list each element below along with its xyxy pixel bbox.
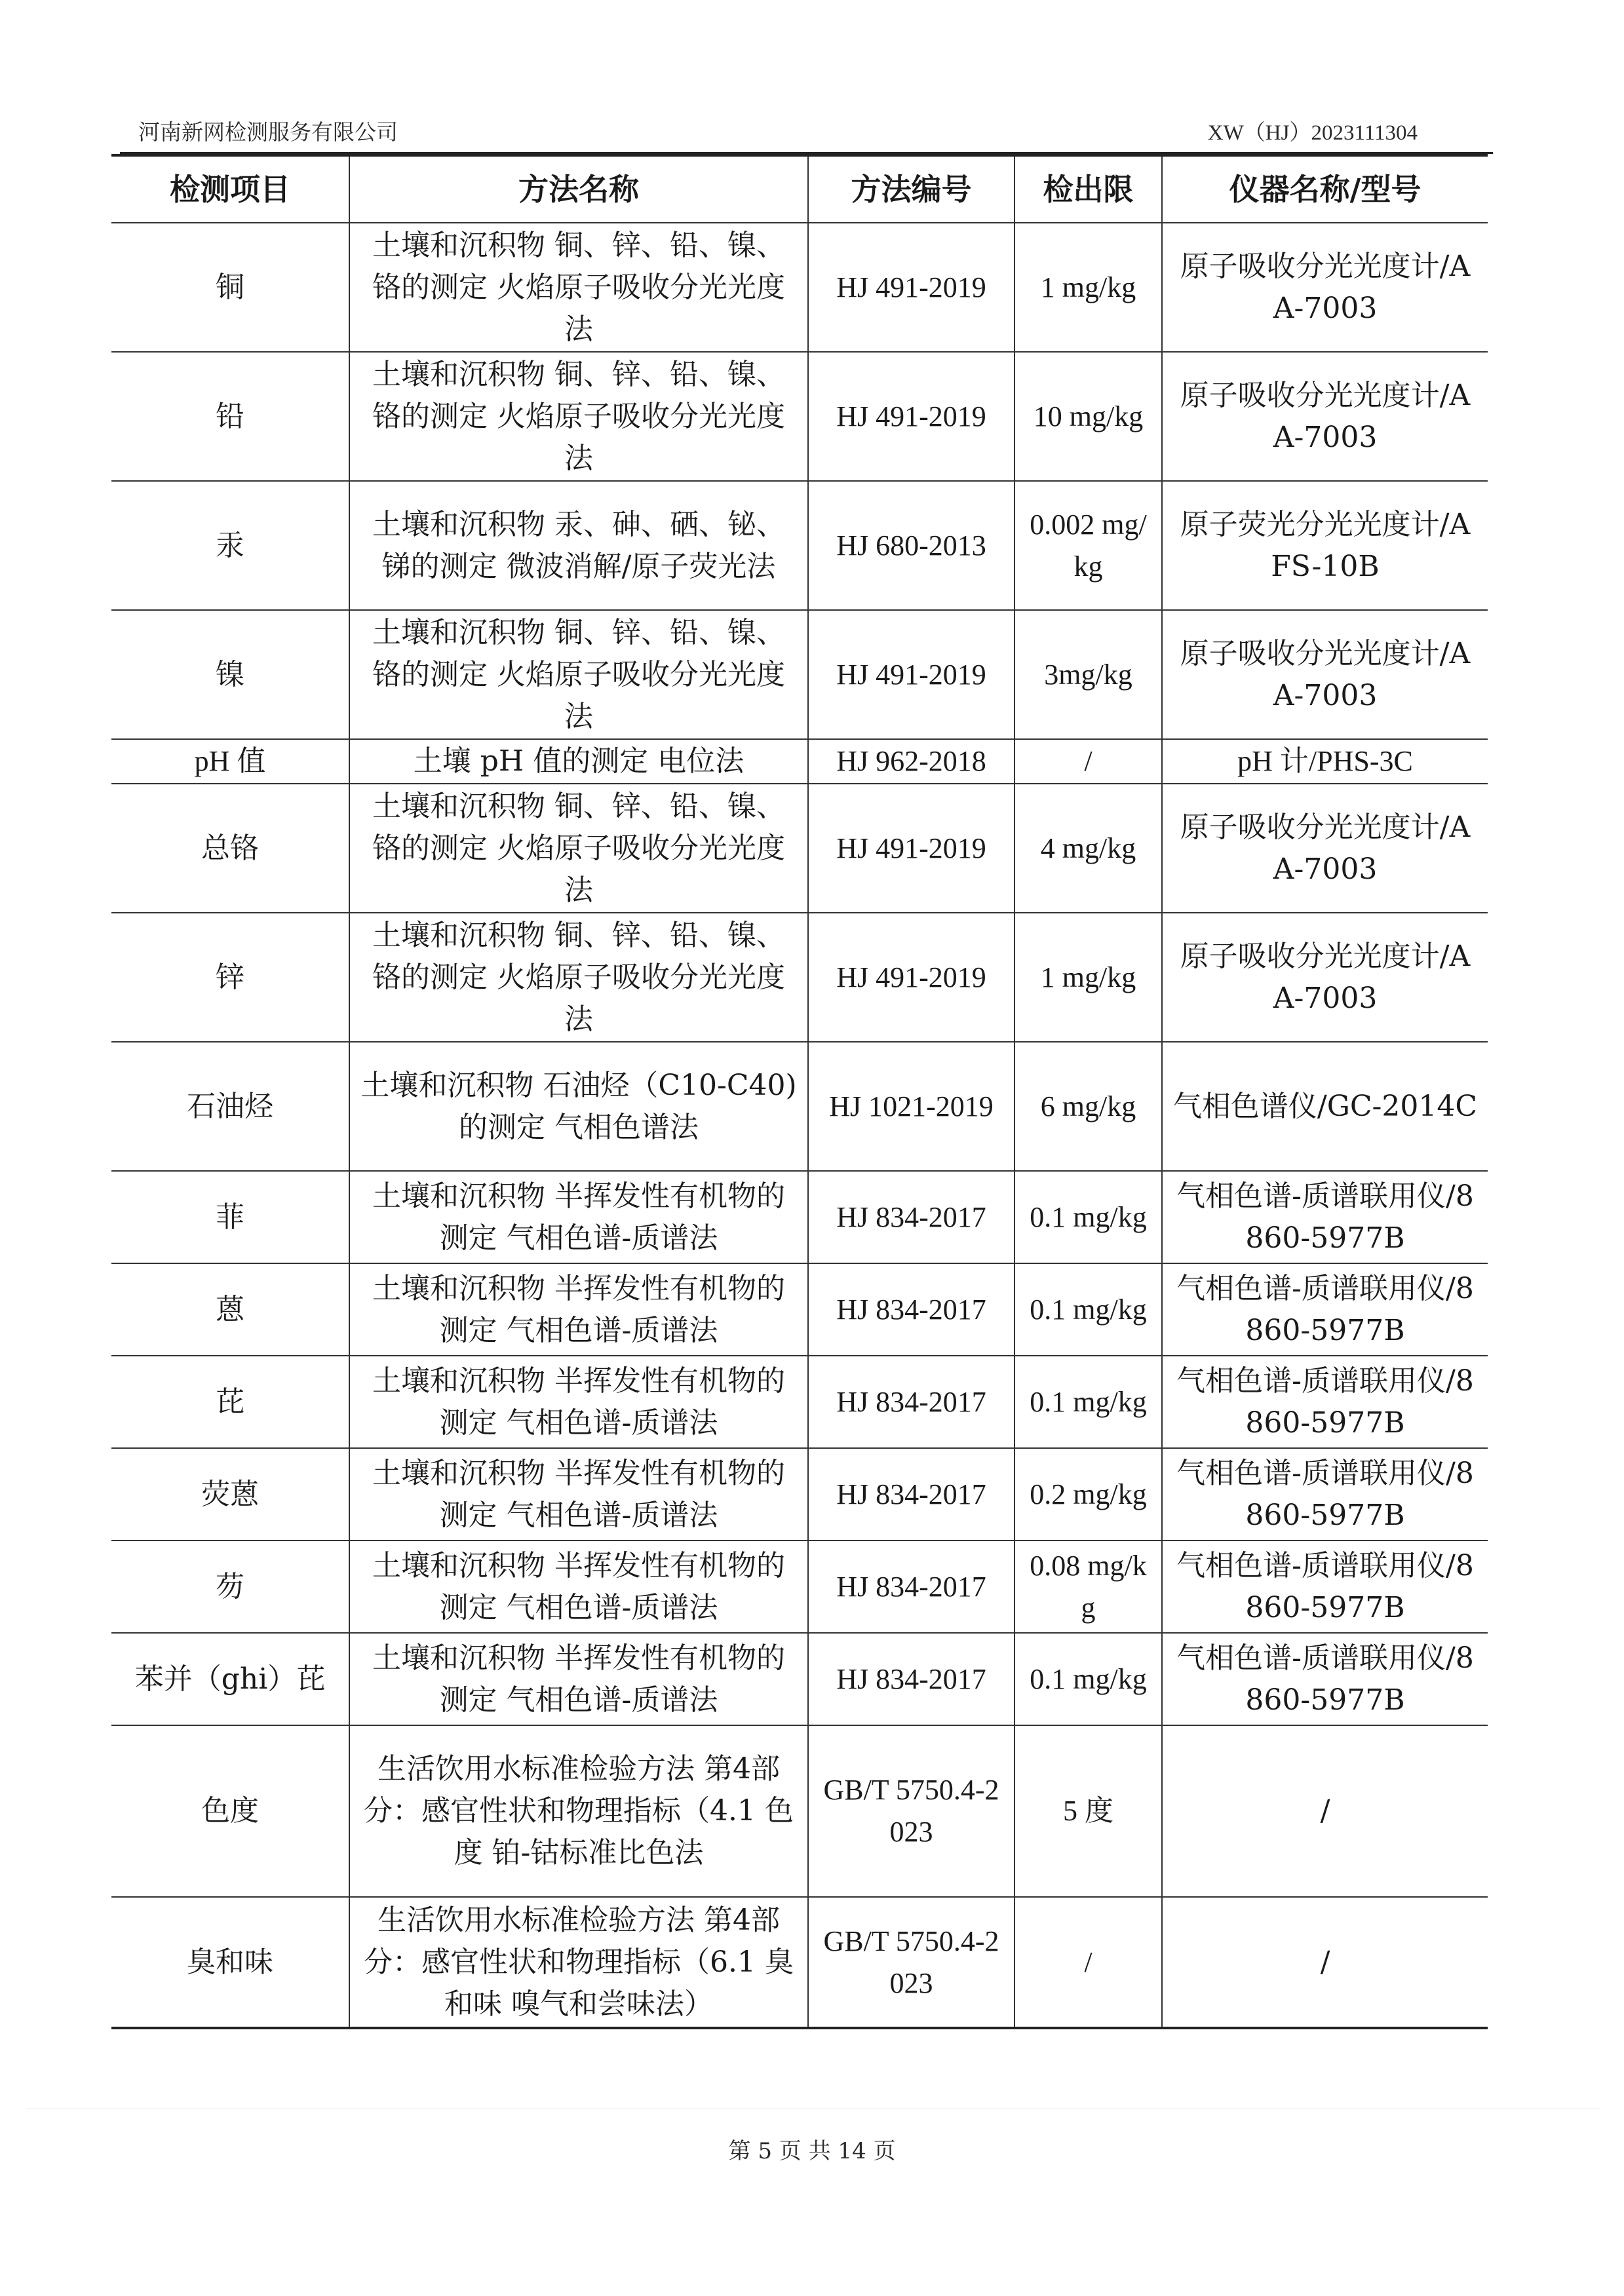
instrument-cell: 原子吸收分光光度计/AA-7003	[1162, 610, 1488, 739]
code-cell: HJ 834-2017	[808, 1171, 1015, 1263]
method-cell: 生活饮用水标准检验方法 第4部分：感官性状和物理指标（4.1 色度 铂-钴标准比色法	[349, 1725, 808, 1897]
item-cell: 色度	[111, 1725, 349, 1897]
table-row	[111, 1448, 1488, 1540]
code-cell: HJ 834-2017	[808, 1356, 1015, 1448]
code-cell: HJ 834-2017	[808, 1263, 1015, 1356]
table-row	[111, 1540, 1488, 1633]
limit-cell: /	[1015, 1897, 1162, 2028]
instrument-cell: 原子吸收分光光度计/AA-7003	[1162, 223, 1488, 352]
instrument-cell: 气相色谱-质谱联用仪/8860-5977B	[1162, 1263, 1488, 1356]
table-row	[111, 352, 1488, 481]
instrument-cell: 原子吸收分光光度计/AA-7003	[1162, 784, 1488, 913]
limit-cell: 0.1 mg/kg	[1015, 1171, 1162, 1263]
instrument-cell: 气相色谱-质谱联用仪/8860-5977B	[1162, 1633, 1488, 1725]
item-cell: 总铬	[111, 784, 349, 913]
limit-cell: 10 mg/kg	[1015, 352, 1162, 481]
item-cell: 臭和味	[111, 1897, 349, 2028]
limit-cell: 0.002 mg/kg	[1015, 481, 1162, 610]
item-cell: 芴	[111, 1540, 349, 1633]
col-header-instrument: 仪器名称/型号	[1162, 155, 1488, 223]
instrument-cell: 原子荧光分光光度计/AFS-10B	[1162, 481, 1488, 610]
limit-cell: 0.08 mg/kg	[1015, 1540, 1162, 1633]
table-row	[111, 223, 1488, 352]
limit-cell: 3mg/kg	[1015, 610, 1162, 739]
col-header-limit: 检出限	[1015, 155, 1162, 223]
col-header-code: 方法编号	[808, 155, 1015, 223]
instrument-cell: 气相色谱-质谱联用仪/8860-5977B	[1162, 1356, 1488, 1448]
instrument-cell: 气相色谱仪/GC-2014C	[1162, 1042, 1488, 1171]
code-cell: GB/T 5750.4-2023	[808, 1897, 1015, 2028]
limit-cell: 0.1 mg/kg	[1015, 1356, 1162, 1448]
item-cell: 荧蒽	[111, 1448, 349, 1540]
code-cell: HJ 834-2017	[808, 1633, 1015, 1725]
limit-cell: 1 mg/kg	[1015, 223, 1162, 352]
method-cell: 土壤和沉积物 石油烃（C10-C40)的测定 气相色谱法	[349, 1042, 808, 1171]
col-header-method: 方法名称	[349, 155, 808, 223]
code-cell: GB/T 5750.4-2023	[808, 1725, 1015, 1897]
table-row	[111, 1356, 1488, 1448]
limit-cell: 4 mg/kg	[1015, 784, 1162, 913]
instrument-cell: 气相色谱-质谱联用仪/8860-5977B	[1162, 1448, 1488, 1540]
code-cell: HJ 962-2018	[808, 739, 1015, 784]
item-cell: 汞	[111, 481, 349, 610]
report-number: XW（HJ）2023111304	[1207, 121, 1418, 145]
table-header-row	[111, 155, 1488, 223]
item-cell: 铜	[111, 223, 349, 352]
code-cell: HJ 834-2017	[808, 1448, 1015, 1540]
method-cell: 土壤和沉积物 铜、锌、铅、镍、铬的测定 火焰原子吸收分光光度法	[349, 352, 808, 481]
table-row	[111, 784, 1488, 913]
table-row	[111, 1725, 1488, 1897]
instrument-cell: 气相色谱-质谱联用仪/8860-5977B	[1162, 1171, 1488, 1263]
instrument-cell: 原子吸收分光光度计/AA-7003	[1162, 913, 1488, 1042]
instrument-cell: /	[1162, 1725, 1488, 1897]
item-cell: 锌	[111, 913, 349, 1042]
method-cell: 土壤和沉积物 半挥发性有机物的测定 气相色谱-质谱法	[349, 1171, 808, 1263]
method-cell: 土壤 pH 值的测定 电位法	[349, 739, 808, 784]
table-row	[111, 1633, 1488, 1725]
method-cell: 土壤和沉积物 汞、砷、硒、铋、锑的测定 微波消解/原子荧光法	[349, 481, 808, 610]
limit-cell: 0.2 mg/kg	[1015, 1448, 1162, 1540]
method-cell: 生活饮用水标准检验方法 第4部分：感官性状和物理指标（6.1 臭和味 嗅气和尝味法）	[349, 1897, 808, 2028]
item-cell: 蒽	[111, 1263, 349, 1356]
method-table	[111, 154, 1488, 2029]
table-row	[111, 1897, 1488, 2028]
table-row	[111, 1263, 1488, 1356]
item-cell: pH 值	[111, 739, 349, 784]
company-name: 河南新网检测服务有限公司	[138, 119, 398, 145]
limit-cell: 6 mg/kg	[1015, 1042, 1162, 1171]
limit-cell: 0.1 mg/kg	[1015, 1633, 1162, 1725]
instrument-cell: 气相色谱-质谱联用仪/8860-5977B	[1162, 1540, 1488, 1633]
code-cell: HJ 491-2019	[808, 913, 1015, 1042]
method-cell: 土壤和沉积物 铜、锌、铅、镍、铬的测定 火焰原子吸收分光光度法	[349, 913, 808, 1042]
item-cell: 苯并（ghi）芘	[111, 1633, 349, 1725]
item-cell: 镍	[111, 610, 349, 739]
method-cell: 土壤和沉积物 半挥发性有机物的测定 气相色谱-质谱法	[349, 1448, 808, 1540]
limit-cell: /	[1015, 739, 1162, 784]
method-cell: 土壤和沉积物 半挥发性有机物的测定 气相色谱-质谱法	[349, 1633, 808, 1725]
table-row	[111, 913, 1488, 1042]
table-row	[111, 481, 1488, 610]
item-cell: 石油烃	[111, 1042, 349, 1171]
method-cell: 土壤和沉积物 半挥发性有机物的测定 气相色谱-质谱法	[349, 1540, 808, 1633]
item-cell: 菲	[111, 1171, 349, 1263]
instrument-cell: 原子吸收分光光度计/AA-7003	[1162, 352, 1488, 481]
limit-cell: 0.1 mg/kg	[1015, 1263, 1162, 1356]
code-cell: HJ 680-2013	[808, 481, 1015, 610]
table-row	[111, 610, 1488, 739]
method-cell: 土壤和沉积物 铜、锌、铅、镍、铬的测定 火焰原子吸收分光光度法	[349, 223, 808, 352]
method-cell: 土壤和沉积物 铜、锌、铅、镍、铬的测定 火焰原子吸收分光光度法	[349, 784, 808, 913]
page-header	[120, 113, 1493, 147]
limit-cell: 1 mg/kg	[1015, 913, 1162, 1042]
item-cell: 铅	[111, 352, 349, 481]
method-cell: 土壤和沉积物 半挥发性有机物的测定 气相色谱-质谱法	[349, 1263, 808, 1356]
code-cell: HJ 491-2019	[808, 223, 1015, 352]
table-row	[111, 1042, 1488, 1171]
code-cell: HJ 491-2019	[808, 352, 1015, 481]
limit-cell: 5 度	[1015, 1725, 1162, 1897]
code-cell: HJ 834-2017	[808, 1540, 1015, 1633]
method-cell: 土壤和沉积物 半挥发性有机物的测定 气相色谱-质谱法	[349, 1356, 808, 1448]
code-cell: HJ 1021-2019	[808, 1042, 1015, 1171]
item-cell: 芘	[111, 1356, 349, 1448]
col-header-item: 检测项目	[111, 155, 349, 223]
table-row	[111, 739, 1488, 784]
instrument-cell: pH 计/PHS-3C	[1162, 739, 1488, 784]
instrument-cell: /	[1162, 1897, 1488, 2028]
table-row	[111, 1171, 1488, 1263]
page-number: 第 5 页 共 14 页	[728, 2138, 896, 2164]
method-cell: 土壤和沉积物 铜、锌、铅、镍、铬的测定 火焰原子吸收分光光度法	[349, 610, 808, 739]
code-cell: HJ 491-2019	[808, 784, 1015, 913]
code-cell: HJ 491-2019	[808, 610, 1015, 739]
